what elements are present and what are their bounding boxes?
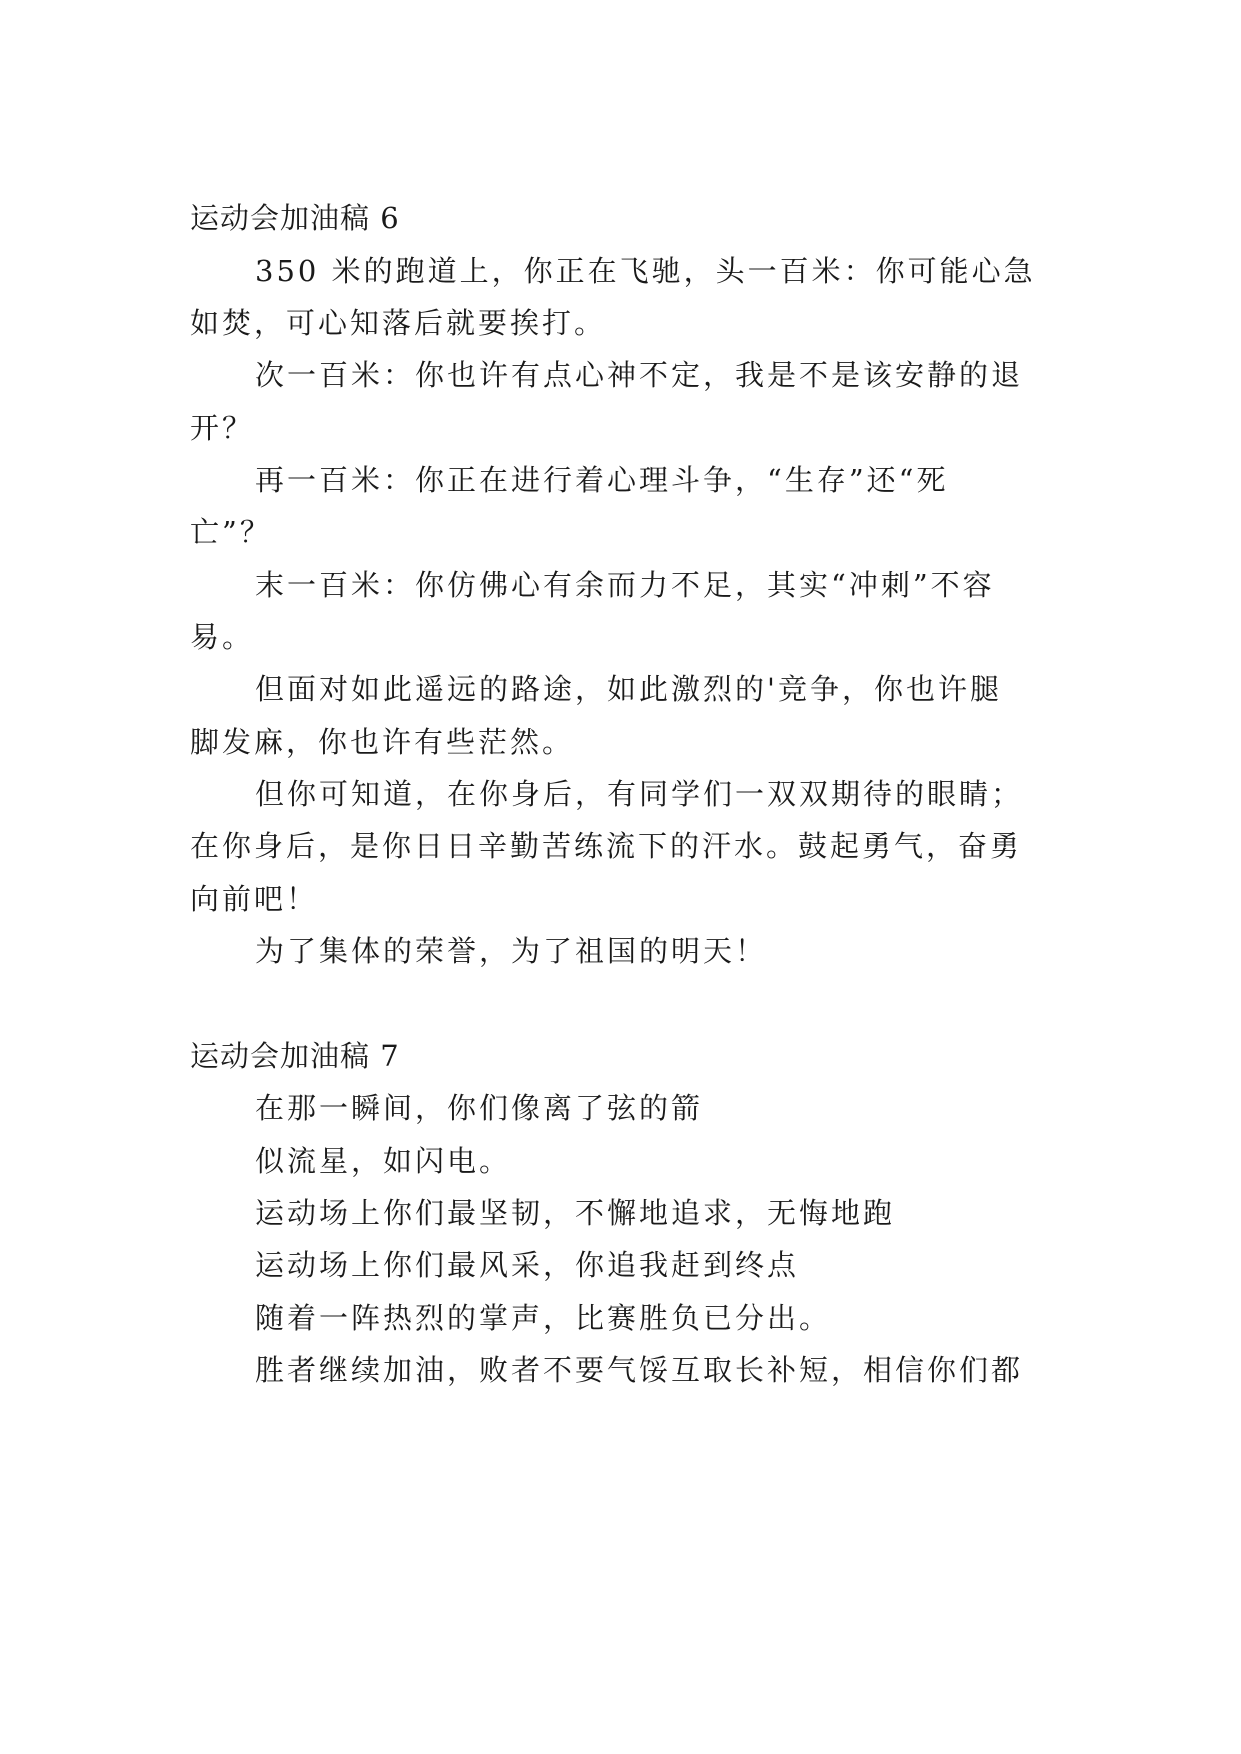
paragraph-line: 再一百米：你正在进行着心理斗争，“生存”还“死 [255,463,949,497]
paragraph-line: 脚发麻，你也许有些茫然。 [190,725,575,759]
paragraph-line: 亡”？ [190,515,272,549]
paragraph-line: 为了集体的荣誉，为了祖国的明天！ [255,934,768,968]
paragraph-line: 但你可知道，在你身后，有同学们一双双期待的眼睛； [255,777,1024,811]
paragraph-line: 350 米的跑道上，你正在飞驰，头一百米：你可能心急 [255,254,1036,288]
paragraph-line: 如焚，可心知落后就要挨打。 [190,306,607,340]
paragraph-line: 随着一阵热烈的掌声，比赛胜负已分出。 [255,1301,832,1335]
paragraph-line: 运动场上你们最坚韧，不懈地追求，无悔地跑 [255,1196,896,1230]
paragraph-line: 运动场上你们最风采，你追我赶到终点 [255,1248,800,1282]
paragraph-line: 开？ [190,411,255,445]
paragraph-line: 向前吧！ [190,882,319,916]
paragraph-line: 末一百米：你仿佛心有余而力不足，其实“冲刺”不容 [255,568,995,602]
paragraph-line: 似流星，如闪电。 [255,1144,512,1178]
paragraph-line: 在你身后，是你日日辛勤苦练流下的汗水。鼓起勇气，奋勇 [190,829,1023,863]
paragraph-line: 但面对如此遥远的路途，如此激烈的'竞争，你也许腿 [255,672,1002,706]
paragraph-line: 次一百米：你也许有点心神不定，我是不是该安静的退 [255,358,1024,392]
section-6-title: 运动会加油稿 6 [190,201,400,235]
section-7-title: 运动会加油稿 7 [190,1039,400,1073]
paragraph-line: 在那一瞬间，你们像离了弦的箭 [255,1091,704,1125]
paragraph-line: 易。 [190,620,255,654]
paragraph-line: 胜者继续加油，败者不要气馁互取长补短，相信你们都 [255,1353,1024,1387]
